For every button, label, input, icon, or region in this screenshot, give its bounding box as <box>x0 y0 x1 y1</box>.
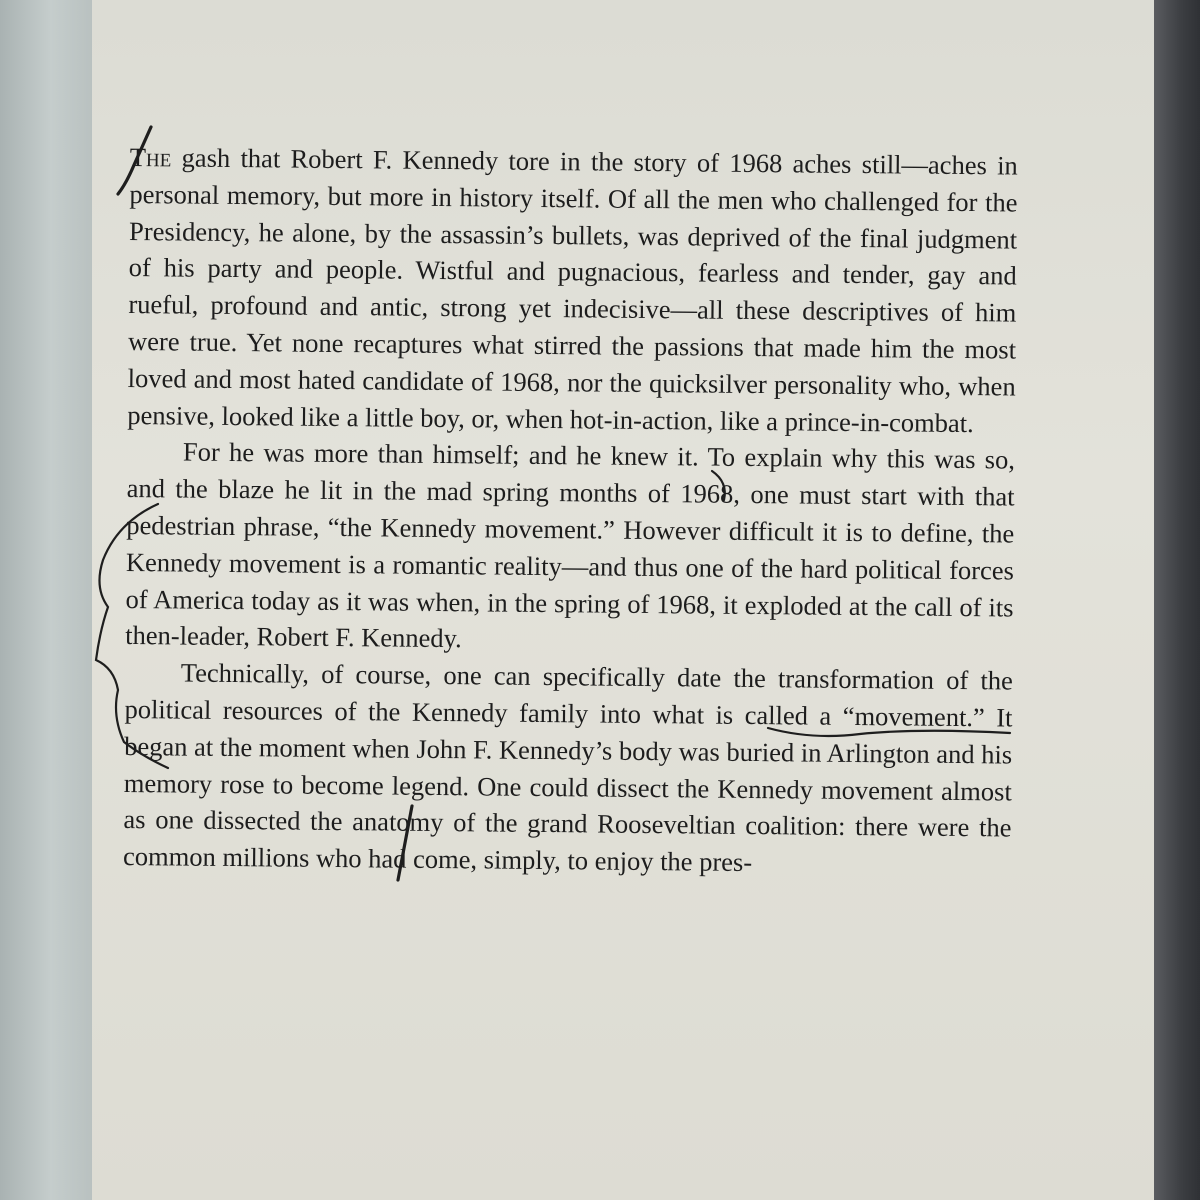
paragraph-3: Technically, of course, one can specifically date the transformation of the political resources of the Kennedy family into what is called a “movement.” It began at the moment when John F. Kennedy’s body was buried in Arlington and his memory rose to become legend. One could dissect the Kennedy movement almost as one dissected the anatomy of the grand Rooseveltian coalition: there were the common millions who had come, simply, to enjoy the pres- <box>122 657 1013 878</box>
paragraph-1-text: gash that Robert F. Kennedy tore in the story of 1968 aches still—aches in personal memory, but more in history itself. Of all the men who challenged for the Presidency, he alone, by the assassin’s bullets, was deprived of the final judgment of his party and people. Wistful and pugnacious, fearless and tender, gay and rueful, profound and antic, strong yet indecisive—all these descriptives of him were true. Yet none recaptures what stirred the passions that made him the most loved and most hated candidate of 1968, nor the quicksilver personality who, when pensive, looked like a little boy, or, when hot-in-action, like a prince-in-combat. <box>127 142 1018 438</box>
page-edge-shadow <box>1154 0 1200 1200</box>
paragraph-1 <box>127 139 1018 442</box>
paragraph-2: For he was more than himself; and he knew it. To explain why this was so, and the blaze he lit in the mad spring months of 1968, one must start with that pedestrian phrase, “the Kennedy movement.” However difficult it is to define, the Kennedy movement is a romantic reality—and thus one of the hard political forces of America today as it was when, in the spring of 1968, it exploded at the call of its then-leader, Robert F. Kennedy. <box>125 436 1016 654</box>
book-left-edge <box>0 0 94 1200</box>
body-text <box>123 139 1018 883</box>
paragraph-1-lead: The <box>129 141 172 173</box>
